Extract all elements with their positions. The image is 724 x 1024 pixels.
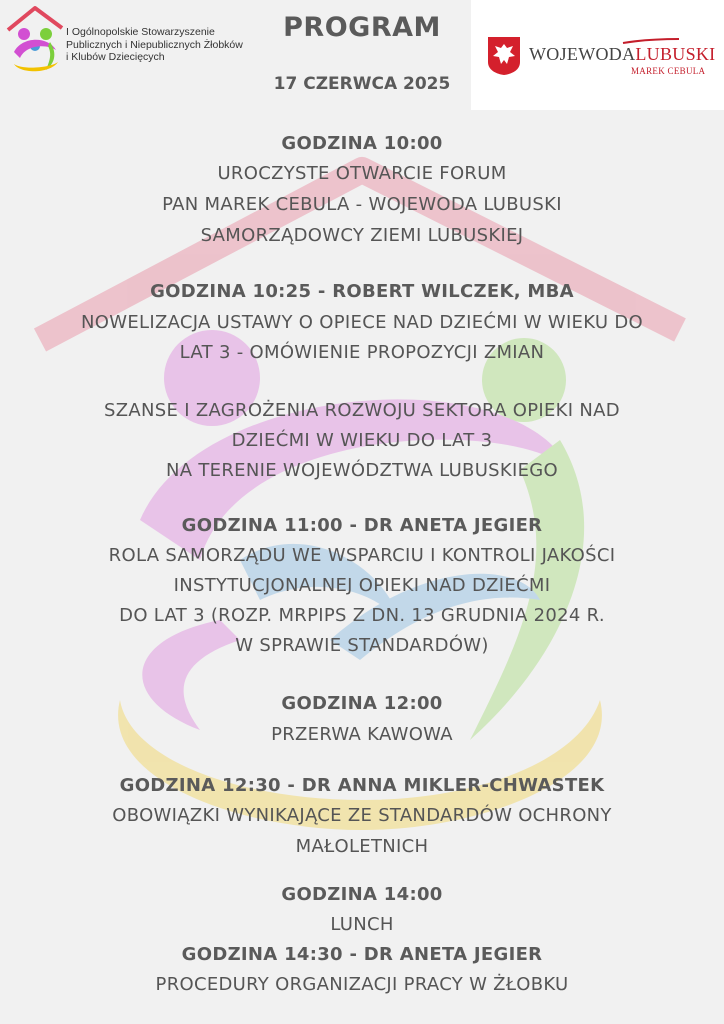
session-time: GODZINA 11:00 - DR ANETA JEGIER: [181, 515, 543, 536]
voivode-title-part: WOJEWODA: [529, 44, 636, 64]
page-title: PROGRAM: [283, 12, 441, 43]
session-text: PROCEDURY ORGANIZACJI PRACY W ŻŁOBKU: [155, 974, 569, 995]
session-text: NOWELIZACJA USTAWY O OPIECE NAD DZIEĆMI W WIEKU DO: [81, 312, 643, 333]
association-logo: [4, 2, 66, 78]
eagle-emblem-icon: [487, 36, 521, 76]
session-time: GODZINA 14:30 - DR ANETA JEGIER: [181, 944, 543, 965]
session-text: INSTYTUCJONALNEJ OPIEKI NAD DZIEĆMI: [173, 575, 551, 596]
session-text: OBOWIĄZKI WYNIKAJĄCE ZE STANDARDÓW OCHRONY: [112, 805, 612, 826]
session-text: SZANSE I ZAGROŻENIA ROZWOJU SEKTORA OPIEKI NAD: [104, 400, 620, 421]
voivode-logo: [471, 0, 724, 110]
session-time: GODZINA 12:00: [281, 693, 443, 714]
session-time: GODZINA 10:00: [281, 133, 443, 154]
event-date: 17 CZERWCA 2025: [273, 74, 451, 94]
association-name-line: Publicznych i Niepublicznych Żłobków: [66, 38, 243, 51]
session-text: SAMORZĄDOWCY ZIEMI LUBUSKIEJ: [200, 225, 524, 246]
association-name: [66, 26, 266, 64]
session-text: ROLA SAMORZĄDU WE WSPARCIU I KONTROLI JAKOŚCI: [108, 545, 616, 566]
voivode-title: [529, 44, 715, 65]
session-text: PAN MAREK CEBULA - WOJEWODA LUBUSKI: [162, 194, 562, 215]
association-name-line: i Klubów Dziecięcych: [66, 51, 165, 63]
session-text: DO LAT 3 (ROZP. MRPIPS Z DN. 13 GRUDNIA 2024 R.: [119, 605, 605, 626]
session-text: NA TERENIE WOJEWÓDZTWA LUBUSKIEGO: [165, 460, 559, 481]
voivode-title-region: LUBUSKI: [635, 44, 716, 64]
voivode-name: MAREK CEBULA: [631, 66, 706, 76]
association-name-line: I Ogólnopolskie Stowarzyszenie: [66, 26, 215, 38]
session-text: PRZERWA KAWOWA: [271, 724, 453, 745]
session-text: LAT 3 - OMÓWIENIE PROPOZYCJI ZMIAN: [179, 342, 545, 363]
session-time: GODZINA 14:00: [281, 884, 443, 905]
session-text: MAŁOLETNICH: [295, 836, 429, 857]
session-text: LUNCH: [330, 914, 394, 935]
session-text: DZIEĆMI W WIEKU DO LAT 3: [231, 430, 493, 451]
session-time: GODZINA 10:25 - ROBERT WILCZEK, MBA: [150, 281, 574, 302]
session-text: UROCZYSTE OTWARCIE FORUM: [217, 163, 507, 184]
session-text: W SPRAWIE STANDARDÓW): [235, 635, 489, 656]
session-time: GODZINA 12:30 - DR ANNA MIKLER-CHWASTEK: [119, 775, 605, 796]
